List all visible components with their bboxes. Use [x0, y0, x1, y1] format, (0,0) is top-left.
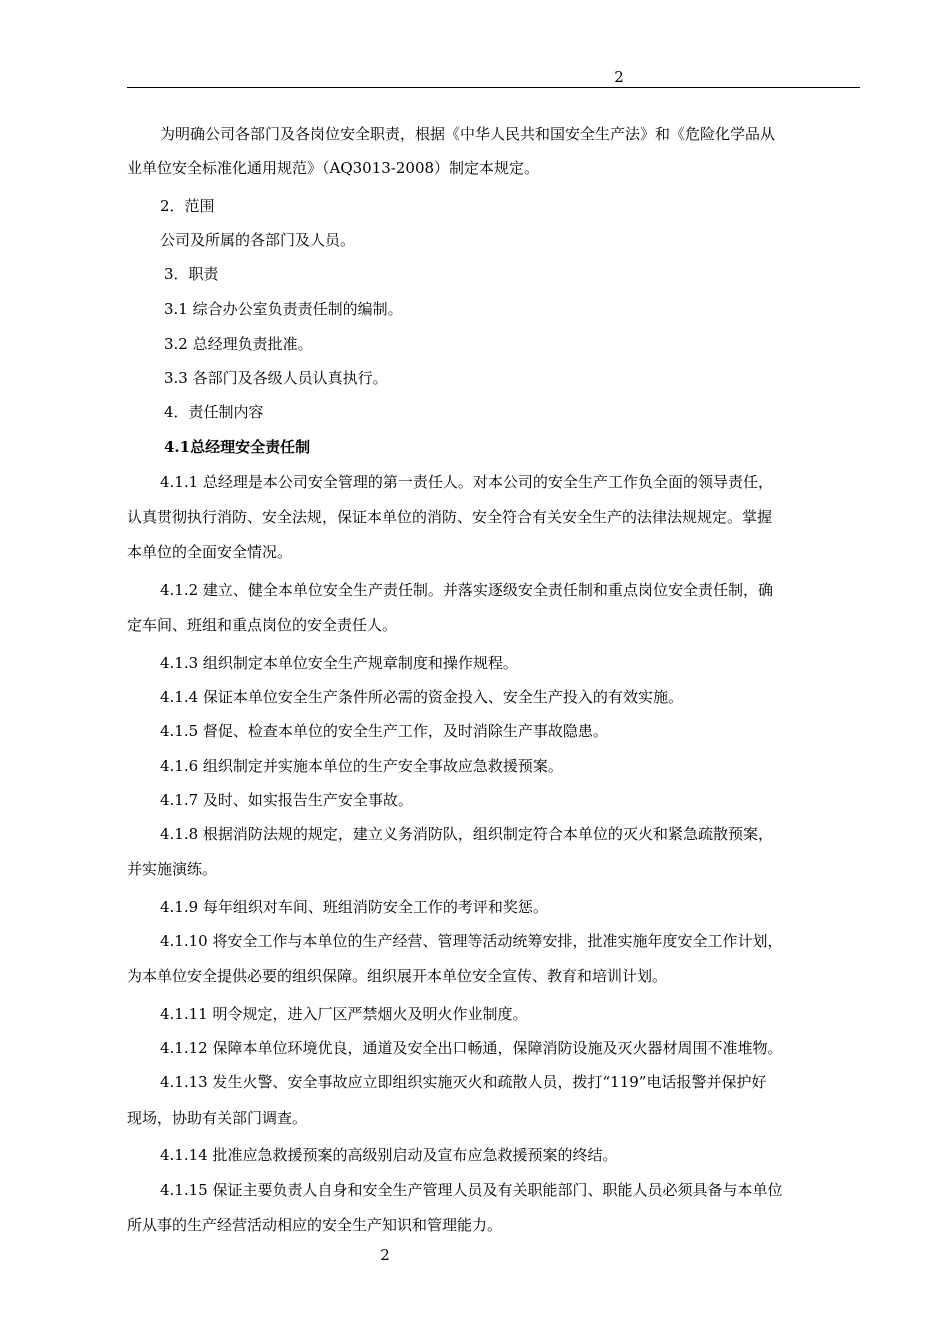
body-line: 4.1.11 明令规定，进入厂区严禁烟火及明火作业制度。 [160, 1005, 528, 1023]
body-line: 所从事的生产经营活动相应的安全生产知识和管理能力。 [127, 1216, 503, 1234]
section-heading-scope: 2．范围 [160, 197, 215, 215]
body-line: 4.1.10 将安全工作与本单位的生产经营、管理等活动统筹安排，批准实施年度安全工作计划， [160, 932, 783, 950]
body-line: 3.1 综合办公室负责责任制的编制。 [164, 300, 403, 318]
body-line: 业单位安全标准化通用规范》（AQ3013-2008）制定本规定。 [127, 159, 540, 177]
body-line: 4.1.15 保证主要负责人自身和安全生产管理人员及有关职能部门、职能人员必须具备与本单位 [160, 1181, 783, 1199]
body-line: 认真贯彻执行消防、安全法规，保证本单位的消防、安全符合有关安全生产的法律法规规定。掌握 [127, 508, 773, 526]
body-line: 为明确公司各部门及各岗位安全职责，根据《中华人民共和国安全生产法》和《危险化学品从 [160, 125, 776, 143]
body-line: 4.1.3 组织制定本单位安全生产规章制度和操作规程。 [160, 654, 518, 672]
body-line: 4.1.8 根据消防法规的规定，建立义务消防队，组织制定符合本单位的灭火和紧急疏散预案， [160, 825, 773, 843]
body-line: 3.3 各部门及各级人员认真执行。 [164, 369, 388, 387]
body-line: 4.1.14 批准应急救援预案的高级别启动及宣布应急救援预案的终结。 [160, 1146, 618, 1164]
body-line: 并实施演练。 [127, 860, 218, 878]
body-line: 4.1.9 每年组织对车间、班组消防安全工作的考评和奖惩。 [160, 898, 548, 916]
body-line: 3.2 总经理负责批准。 [164, 335, 313, 353]
section-heading-content: 4．责任制内容 [164, 403, 264, 421]
body-line: 为本单位安全提供必要的组织保障。组织展开本单位安全宣传、教育和培训计划。 [127, 967, 668, 985]
body-line: 4.1.4 保证本单位安全生产条件所必需的资金投入、安全生产投入的有效实施。 [160, 688, 683, 706]
header-divider [127, 87, 860, 88]
body-line: 4.1.2 建立、健全本单位安全生产责任制。并落实逐级安全责任制和重点岗位安全责任制，确 [160, 581, 773, 599]
body-line: 4.1.6 组织制定并实施本单位的生产安全事故应急救援预案。 [160, 757, 563, 775]
body-line: 现场，协助有关部门调查。 [127, 1109, 308, 1127]
body-line: 4.1.13 发生火警、安全事故应立即组织实施灭火和疏散人员，拨打“119”电话报警并保护好 [160, 1073, 767, 1091]
body-line: 本单位的全面安全情况。 [127, 543, 293, 561]
header-page-number: 2 [614, 68, 624, 86]
body-line: 4.1.5 督促、检查本单位的安全生产工作，及时消除生产事故隐患。 [160, 722, 608, 740]
body-line: 4.1.1 总经理是本公司安全管理的第一责任人。对本公司的安全生产工作负全面的领导责任， [160, 473, 773, 491]
subsection-heading-gm: 4.1总经理安全责任制 [164, 438, 311, 456]
footer-page-number: 2 [380, 1246, 390, 1264]
section-heading-duties: 3．职责 [164, 265, 219, 283]
body-line: 4.1.12 保障本单位环境优良，通道及安全出口畅通，保障消防设施及灭火器材周围不准堆物。 [160, 1039, 783, 1057]
body-line: 公司及所属的各部门及人员。 [160, 231, 356, 249]
body-line: 定车间、班组和重点岗位的安全责任人。 [127, 616, 398, 634]
body-line: 4.1.7 及时、如实报告生产安全事故。 [160, 791, 413, 809]
